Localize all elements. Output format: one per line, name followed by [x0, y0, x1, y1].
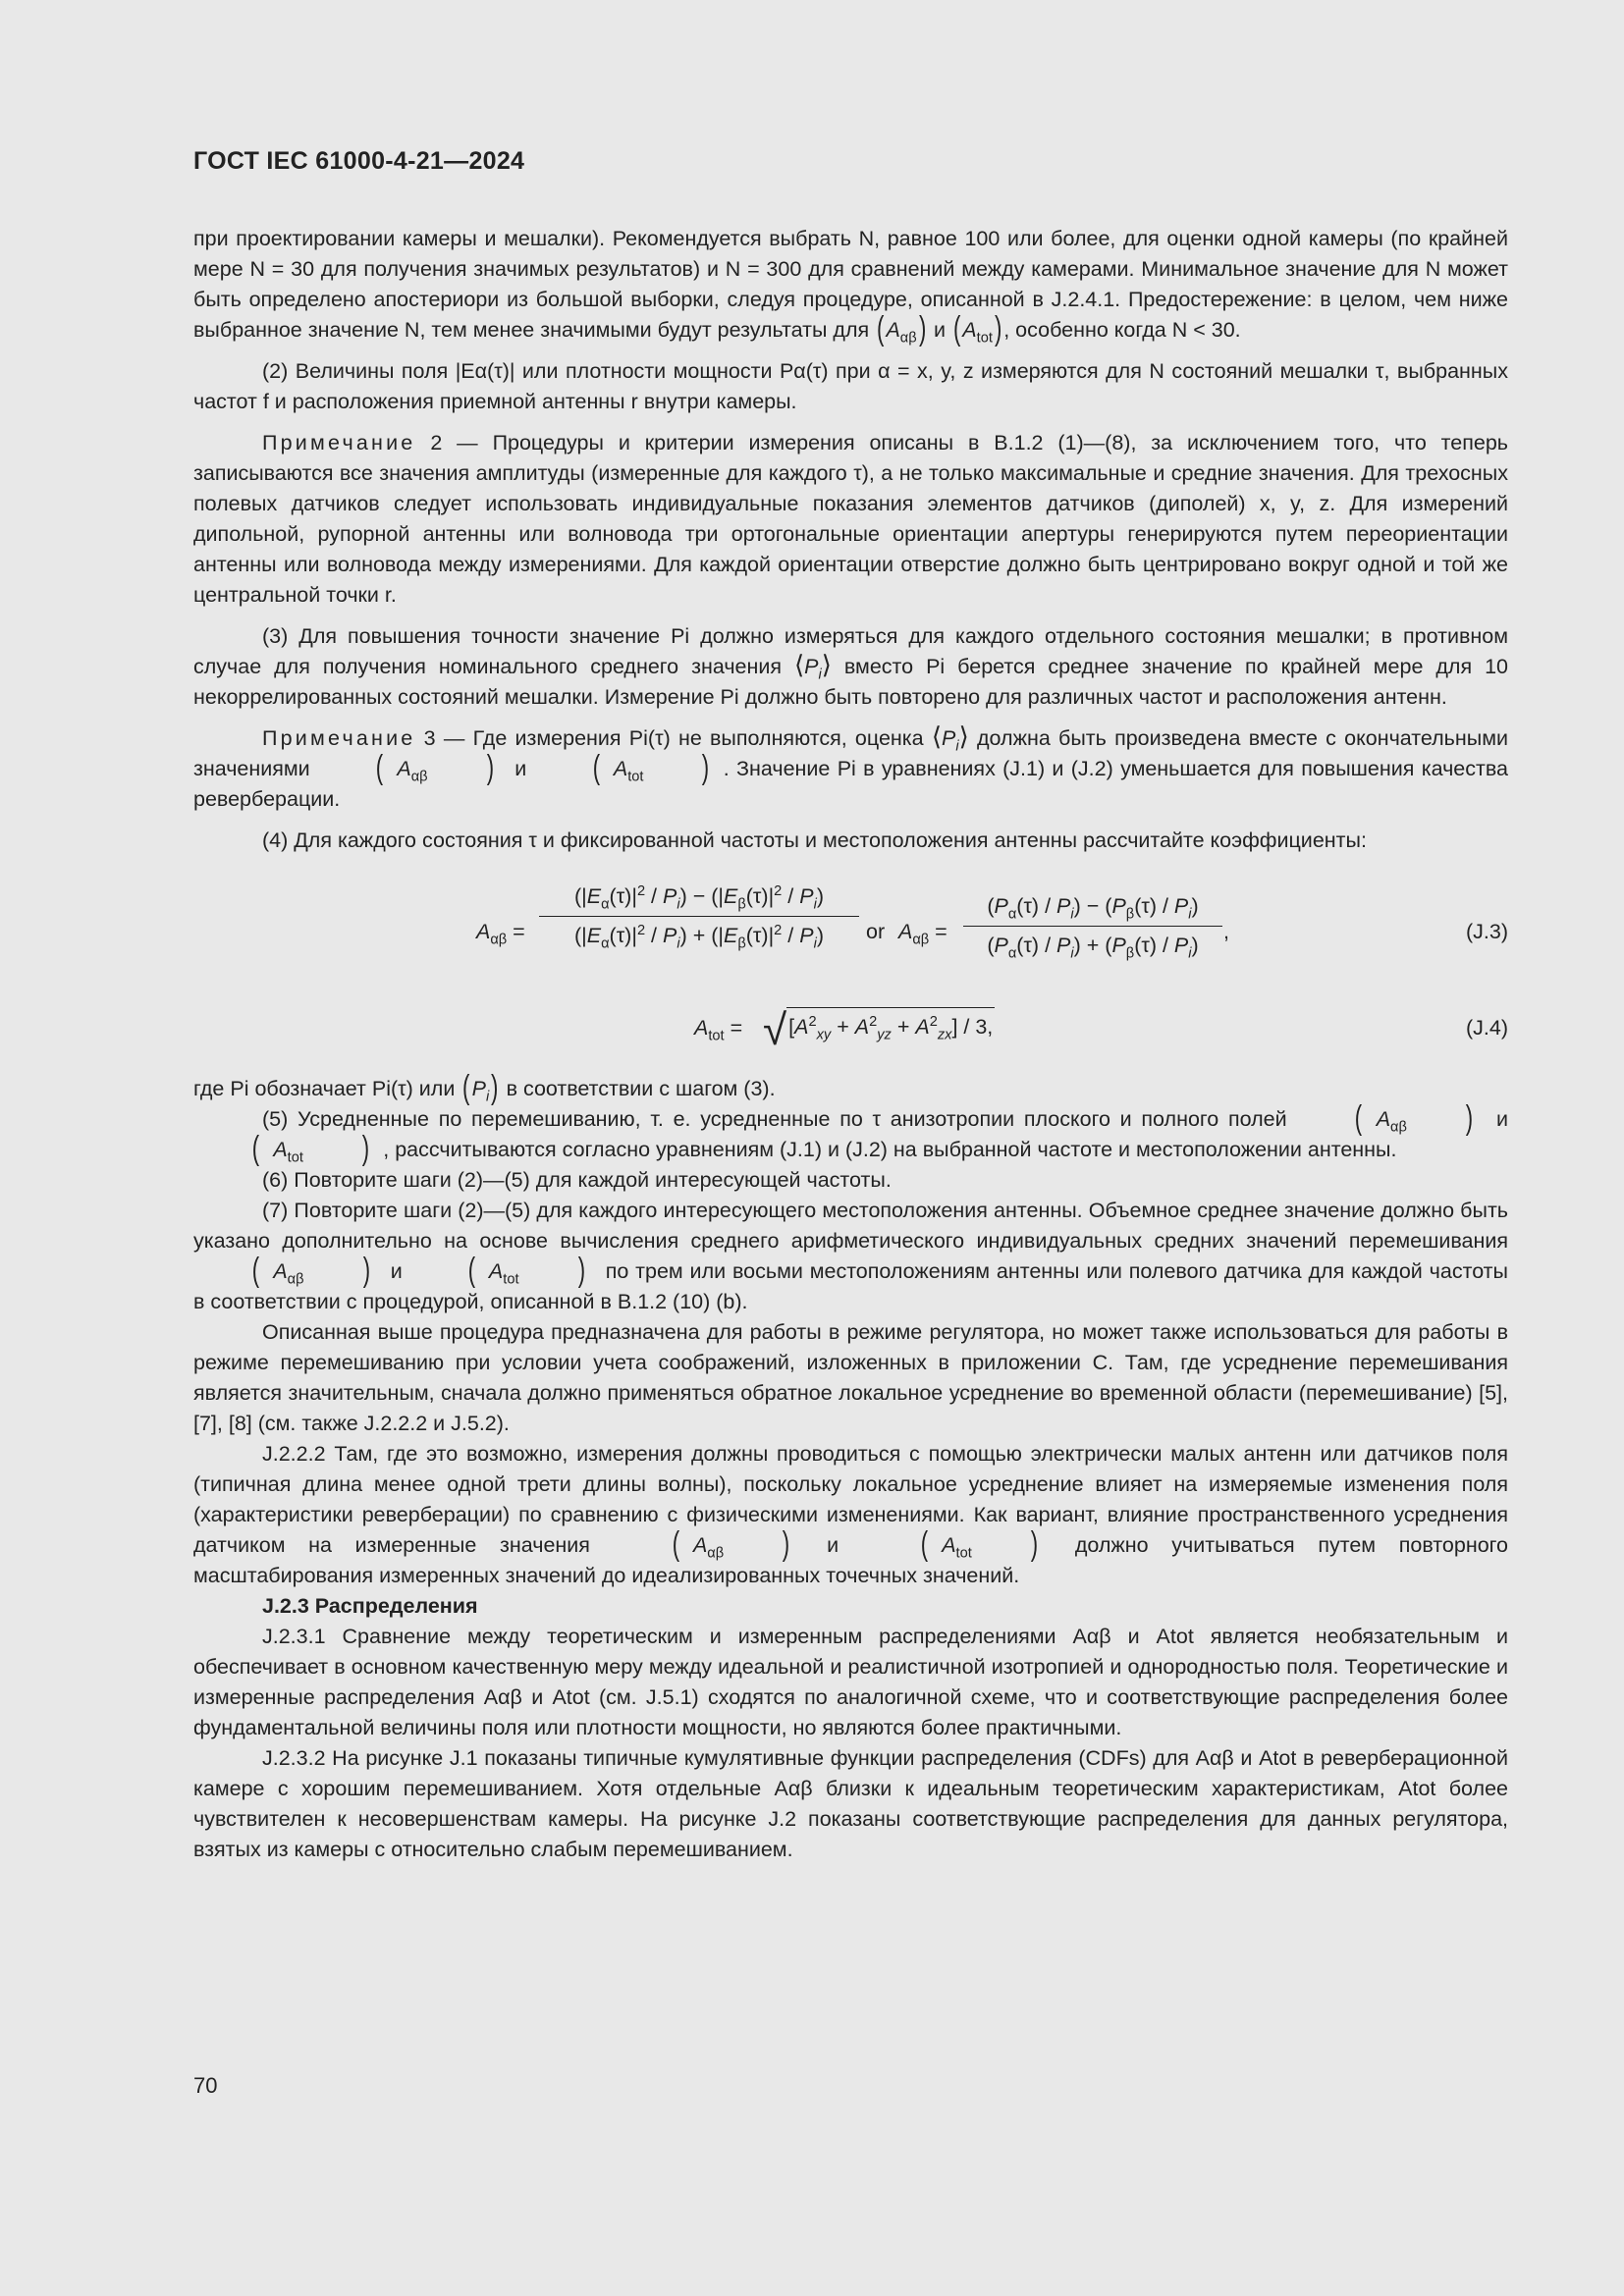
fraction-power: $\frac{(P_\alpha(\tau) / P_i) - (P_\beta(\tau) / P_i)}{(P_\alpha(\tau) / P_i) + (P_\beta(\tau) / P_i)}$ — [963, 891, 1222, 961]
page-number: 70 — [193, 2073, 218, 2098]
paragraph-j2-2-2: J.2.2.2 Там, где это возможно, измерения должны проводиться с помощью электрически малых антенн или датчиков поля (типичная длина менее одной трети длины волны), поскольку локальное усреднение влияет на измеряемые изменения поля (характеристики реверберации) по сравнению с физическими изменениями. Как вариант, влияние пространственного усреднения датчиком на измеренные значения ( $A_{\alpha\beta}$ ) и ( $A_{tot}$ ) должно учитываться путем повторного масштабирования измеренных значений до идеализированных точечных значений. — [193, 1442, 1508, 1587]
note-label: Примечание — [262, 726, 416, 750]
equation-j3: $A_{\alpha\beta}$ = $\frac{(|E_\alpha(\tau)|^2 / P_i) - (|E_\beta(\tau)|^2 / P_i)}{(|E_\alpha(\tau)|^2 / P_i) + (|E_\beta(\tau)|^2 / P_i)}$ or $A_{\alpha\beta}$ = $\frac{(P_\alpha(\tau) / P_i) - (P_\beta(\tau) / P_i)}{(P_\alpha(\tau) / P_i) + (P_\beta(\tau) / P_i)}$ , (J.3) — [476, 882, 1508, 962]
paragraph-j2-3-2: J.2.3.2 На рисунке J.1 показаны типичные кумулятивные функции распределения (CDFs) для Aαβ и Atot в реверберационной камере с хорошим перемешиванием. Хотя отдельные Aαβ близки к идеальным теоретическим характеристикам, Atot более чувствителен к несовершенствам камеры. На рисунке J.2 показаны соответствующие распределения для данных регулятора, взятых из камеры с относительно слабым перемешиванием. — [193, 1746, 1508, 1861]
paragraph-step-7: (7) Повторите шаги (2)—(5) для каждого интересующего местоположения антенны. Объемное среднее значение должно быть указано дополнительно на основе вычисления среднего арифметического индивидуальных средних значений перемешивания ( $A_{\alpha\beta}$ ) и ( $A_{tot}$ ) по трем или восьми местоположениям антенны или полевого датчика для каждой частоты в соответствии с процедурой, описанной в B.1.2 (10) (b). — [193, 1199, 1508, 1313]
paragraph-step-4: (4) Для каждого состояния τ и фиксированной частоты и местоположения антенны рассчитайте коэффициенты: — [262, 828, 1367, 852]
paragraph-procedure: Описанная выше процедура предназначена для работы в режиме регулятора, но может также использоваться для работы в режиме перемешиванию при условии учета соображений, изложенных в приложении С. Там, где усреднение перемешивания является значительным, сначала должно применяться обратное локальное усреднение во временной области (перемешивание) [5], [7], [8] (см. также J.2.2.2 и J.5.2). — [193, 1320, 1508, 1435]
note-2: Примечание 2 — Процедуры и критерии измерения описаны в B.1.2 (1)—(8), за исключением того, что теперь записываются все значения амплитуды (измеренные для каждого τ), а не только максимальные и средние значения. Для трехосных полевых датчиков следует использовать индивидуальные показания элементов датчиков (диполей) x, y, z. Для измерений дипольной, рупорной антенны или волновода три ортогональные ориентации апертуры генерируются путем переориентации антенны или волновода между измерениями. Для каждой ориентации отверстие должно быть центрировано вокруг одной и той же центральной точки r. — [193, 431, 1508, 607]
paragraph-step-3: (3) Для повышения точности значение Pi должно измеряться для каждого отдельного состояния мешалки; в противном случае для получения номинального среднего значения $⟨P_i⟩$ вместо Pi берется среднее значение по крайней мере для 10 некоррелированных состояний мешалки. Измерение Pi должно быть повторено для различных частот и расположения антенн. — [193, 624, 1508, 709]
paragraph-1: при проектировании камеры и мешалки). Рекомендуется выбрать N, равное 100 или более, для оценки одной камеры (по крайней мере N = 30 для получения значимых результатов) и N = 300 для сравнений между камерами. Минимальное значение для N может быть определено апостериори из большой выборки, следуя процедуре, описанной в J.2.4.1. Предостережение: в целом, чем ниже выбранное значение N, тем менее значимыми будут результаты для $(A_{\alpha\beta})$ и $(A_{tot})$, особенно когда N < 30. — [193, 227, 1508, 347]
paragraph-step-6: (6) Повторите шаги (2)—(5) для каждой интересующей частоты. — [262, 1168, 892, 1192]
equation-number: (J.4) — [1466, 1016, 1508, 1040]
equation-number: (J.3) — [1466, 920, 1508, 943]
note-label: Примечание — [262, 431, 416, 454]
paragraph-j2-3-1: J.2.3.1 Сравнение между теоретическим и измеренным распределениями Aαβ и Atot является необязательным и обеспечивает в основном качественную меру между идеальной и реалистичной изотропией и однородностью поля. Теоретические и измеренные распределения Aαβ и Atot (см. J.5.1) сходятся по аналогичной схеме, что и соответствующие распределения более фундаментальной величины поля или плотности мощности, но являются более практичными. — [193, 1625, 1508, 1739]
paragraph-step-2: (2) Величины поля |Eα(τ)| или плотности мощности Pα(τ) при α = x, y, z измеряются для N состояний мешалки τ, выбранных частот f и расположения приемной антенны r внутри камеры. — [193, 359, 1508, 413]
paragraph-step-5: (5) Усредненные по перемешиванию, т. е. усредненные по τ анизотропии плоского и полного полей ( $A_{\alpha\beta}$ ) и ( $A_{tot}$ ) , рассчитываются согласно уравнениям (J.1) и (J.2) на выбранной частоте и местоположении антенны. — [251, 1099, 1508, 1167]
fraction-field: $\frac{(|E_\alpha(\tau)|^2 / P_i) - (|E_\beta(\tau)|^2 / P_i)}{(|E_\alpha(\tau)|^2 / P_i) + (|E_\beta(\tau)|^2 / P_i)}$ — [539, 881, 859, 951]
document-header: ГОСТ IEC 61000-4-21—2024 — [193, 147, 525, 175]
document-body — [193, 224, 1508, 1865]
section-heading: J.2.3 Распределения — [262, 1594, 478, 1618]
note-3: Примечание 3 — Где измерения Pi(τ) не выполняются, оценка $⟨P_i⟩$ должна быть произведена вместе с окончательными значениями ( $A_{\alpha\beta}$ ) и ( $A_{tot}$ ) . Значение Pi в уравнениях (J.1) и (J.2) уменьшается для повышения качества реверберации. — [193, 721, 1508, 811]
equation-j4: $A_{tot}$ = $√[A^2_{xy} + A^2_{yz} + A^2_{zx}] / 3$, (J.4) — [694, 1006, 1508, 1054]
paragraph-where: где Pi обозначает Pi(τ) или $(P_i)$ в соответствии с шагом (3). — [193, 1069, 776, 1106]
